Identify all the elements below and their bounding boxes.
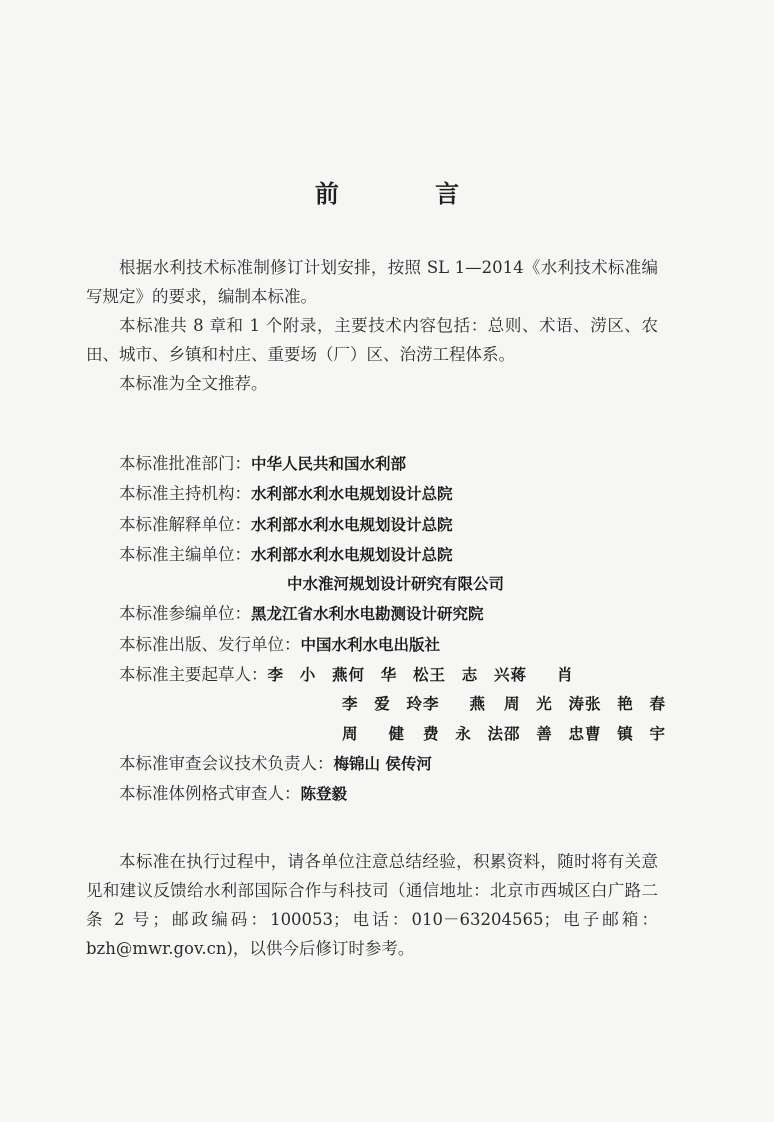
drafter-name: 李爱玲 bbox=[342, 695, 422, 714]
interpret-row bbox=[86, 510, 666, 540]
drafter-name: 李小燕 bbox=[267, 666, 348, 685]
chief-label: 本标准主编单位： bbox=[119, 544, 251, 564]
publisher-value: 中国水利水电出版社 bbox=[300, 635, 441, 654]
intro-paragraph-2: 本标准共 8 章和 1 个附录，主要技术内容包括：总则、术语、涝区、农田、城市、乡镇和村庄、重要场（厂）区、治涝工程体系。 bbox=[86, 316, 658, 364]
chief-row-cont bbox=[86, 570, 666, 599]
responsibility-list bbox=[86, 449, 666, 810]
participant-row bbox=[86, 599, 666, 629]
host-row bbox=[86, 479, 666, 509]
chief-value-2: 中水淮河规划设计研究有限公司 bbox=[287, 575, 505, 594]
intro-paragraph-1: 根据水利技术标准制修订计划安排，按照 SL 1—2014《水利技术标准编写规定》的要求，编制本标准。 bbox=[86, 258, 658, 306]
drafter-group-1 bbox=[268, 661, 592, 690]
drafter-name: 周 健 bbox=[342, 724, 404, 743]
drafters-label: 本标准主要起草人： bbox=[119, 665, 268, 685]
drafter-name: 蒋 肖 bbox=[510, 666, 573, 685]
closing-paragraph: 本标准在执行过程中，请各单位注意总结经验，积累资料，随时将有关意见和建议反馈给水利部国际合作与科技司（通信地址：北京市西城区白广路二条 2 号；邮政编码：100053；电话：010－63204565；电子邮箱：bzh@mwr.gov.cn)，以供今后修订时参考。 bbox=[86, 852, 658, 958]
approve-row bbox=[86, 449, 666, 479]
drafter-name: 曹镇宇 bbox=[585, 724, 665, 743]
host-label: 本标准主持机构： bbox=[119, 484, 251, 504]
approve-value: 中华人民共和国水利部 bbox=[251, 455, 407, 473]
drafter-group-3 bbox=[342, 720, 666, 749]
review-label: 本标准审查会议技术负责人： bbox=[119, 753, 334, 773]
participant-value: 黑龙江省水利水电勘测设计研究院 bbox=[251, 605, 484, 624]
drafter-name: 张艳春 bbox=[585, 695, 665, 714]
intro-paragraph-3: 本标准为全文推荐。 bbox=[119, 374, 268, 393]
format-row bbox=[86, 779, 666, 809]
participant-label: 本标准参编单位： bbox=[119, 604, 251, 624]
drafter-name: 何华松 bbox=[348, 666, 429, 685]
intro-section bbox=[86, 253, 658, 398]
review-row bbox=[86, 749, 666, 779]
interpret-value: 水利部水利水电规划设计总院 bbox=[251, 515, 453, 534]
format-value: 陈登毅 bbox=[300, 785, 348, 804]
approve-label: 本标准批准部门： bbox=[119, 454, 251, 473]
publisher-label: 本标准出版、发行单位： bbox=[119, 634, 301, 654]
drafters-row-1 bbox=[86, 660, 666, 690]
publisher-row bbox=[86, 630, 666, 660]
drafter-name: 李 燕 bbox=[423, 695, 485, 714]
drafter-name: 王志兴 bbox=[429, 666, 510, 685]
drafters-row-2 bbox=[86, 690, 666, 719]
page-title: 前 言 bbox=[314, 180, 504, 208]
chief-row bbox=[86, 540, 666, 570]
drafter-name: 邵善忠 bbox=[504, 724, 584, 743]
drafters-row-3 bbox=[86, 720, 666, 749]
drafter-group-2 bbox=[342, 690, 666, 719]
host-value: 水利部水利水电规划设计总院 bbox=[251, 485, 453, 504]
review-value: 梅锦山 侯传河 bbox=[333, 754, 432, 773]
drafter-name: 费永法 bbox=[423, 724, 503, 743]
drafter-name: 周光涛 bbox=[504, 695, 584, 714]
format-label: 本标准体例格式审查人： bbox=[119, 784, 301, 804]
interpret-label: 本标准解释单位： bbox=[119, 514, 251, 534]
closing-section bbox=[86, 847, 658, 963]
chief-value-1: 水利部水利水电规划设计总院 bbox=[251, 545, 453, 564]
